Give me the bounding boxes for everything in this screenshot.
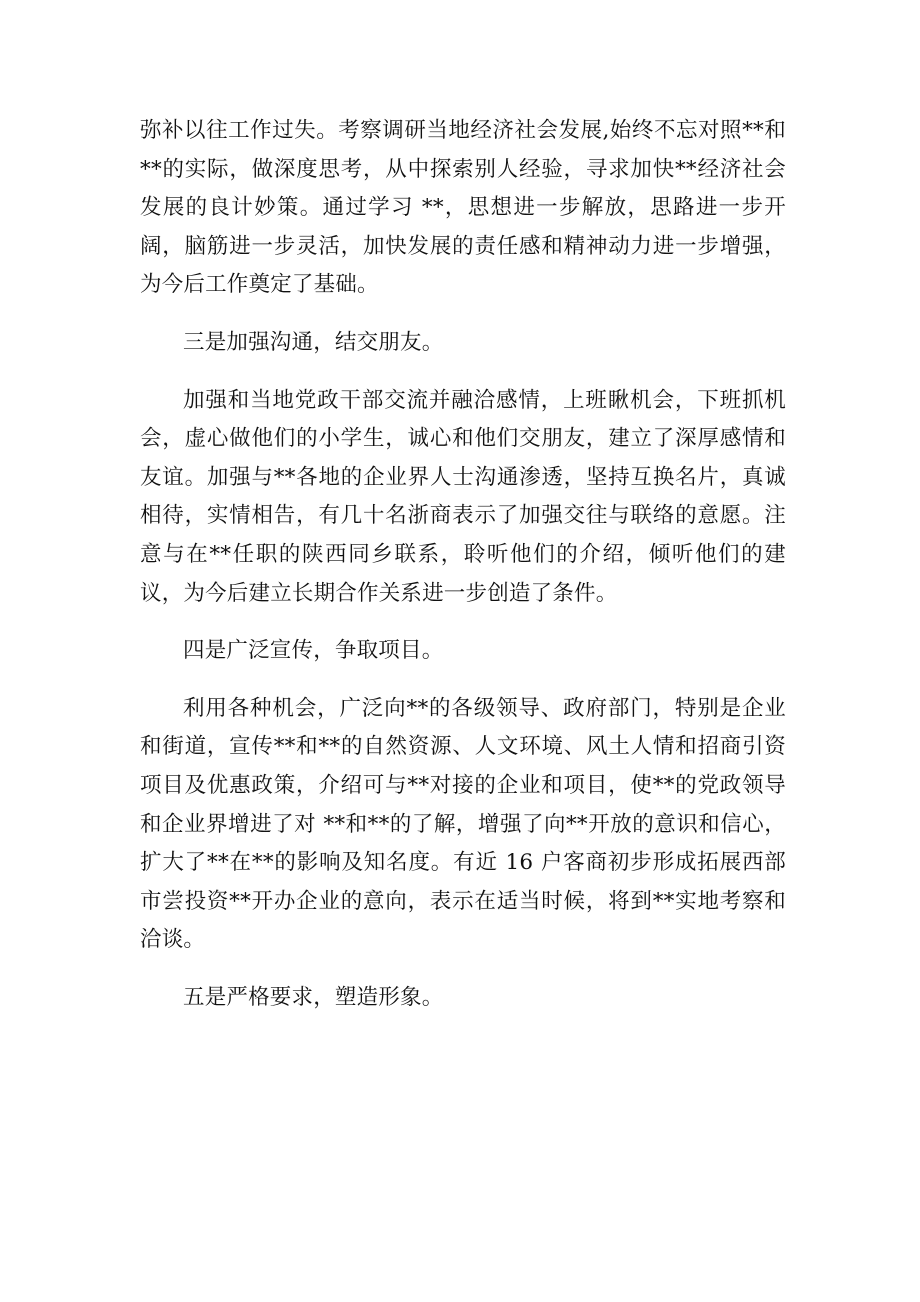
section-heading-discipline: 五是严格要求，塑造形象。 xyxy=(183,984,444,1010)
document-body xyxy=(140,112,786,1017)
paragraph-communication: 加强和当地党政干部交流并融洽感情，上班瞅机会，下班抓机会，虚心做他们的小学生，诚心和他们交朋友，建立了深厚感情和友谊。加强与**各地的企业界人士沟通渗透，坚持互换名片，真诚相待，实情相告，有几十名浙商表示了加强交往与联络的意愿。注意与在**任职的陕西同乡联系，聆听他们的介绍，倾听他们的建议，为今后建立长期合作关系进一步创造了条件。 xyxy=(140,387,786,606)
section-heading-publicity: 四是广泛宣传，争取项目。 xyxy=(183,638,444,664)
paragraph-continuation: 弥补以往工作过失。考察调研当地经济社会发展,始终不忘对照**和**的实际，做深度思考，从中探索别人经验，寻求加快**经济社会发展的良计妙策。通过学习 **，思想进一步解放，思路进一步开阔，脑筋进一步灵活，加快发展的责任感和精神动力进一步增强，为今后工作奠定了基础。 xyxy=(140,118,786,298)
section-heading-communication: 三是加强沟通，结交朋友。 xyxy=(183,329,444,355)
paragraph-publicity: 利用各种机会，广泛向**的各级领导、政府部门，特别是企业和街道，宣传**和**的自然资源、人文环境、风土人情和招商引资项目及优惠政策，介绍可与**对接的企业和项目，使**的党政领导和企业界增进了对 **和**的了解，增强了向**开放的意识和信心，扩大了**在**的影响及知名度。有近 16 户客商初步形成拓展西部市尝投资**开办企业的意向，表示在适当时候，将到**实地考察和洽谈。 xyxy=(140,695,786,953)
